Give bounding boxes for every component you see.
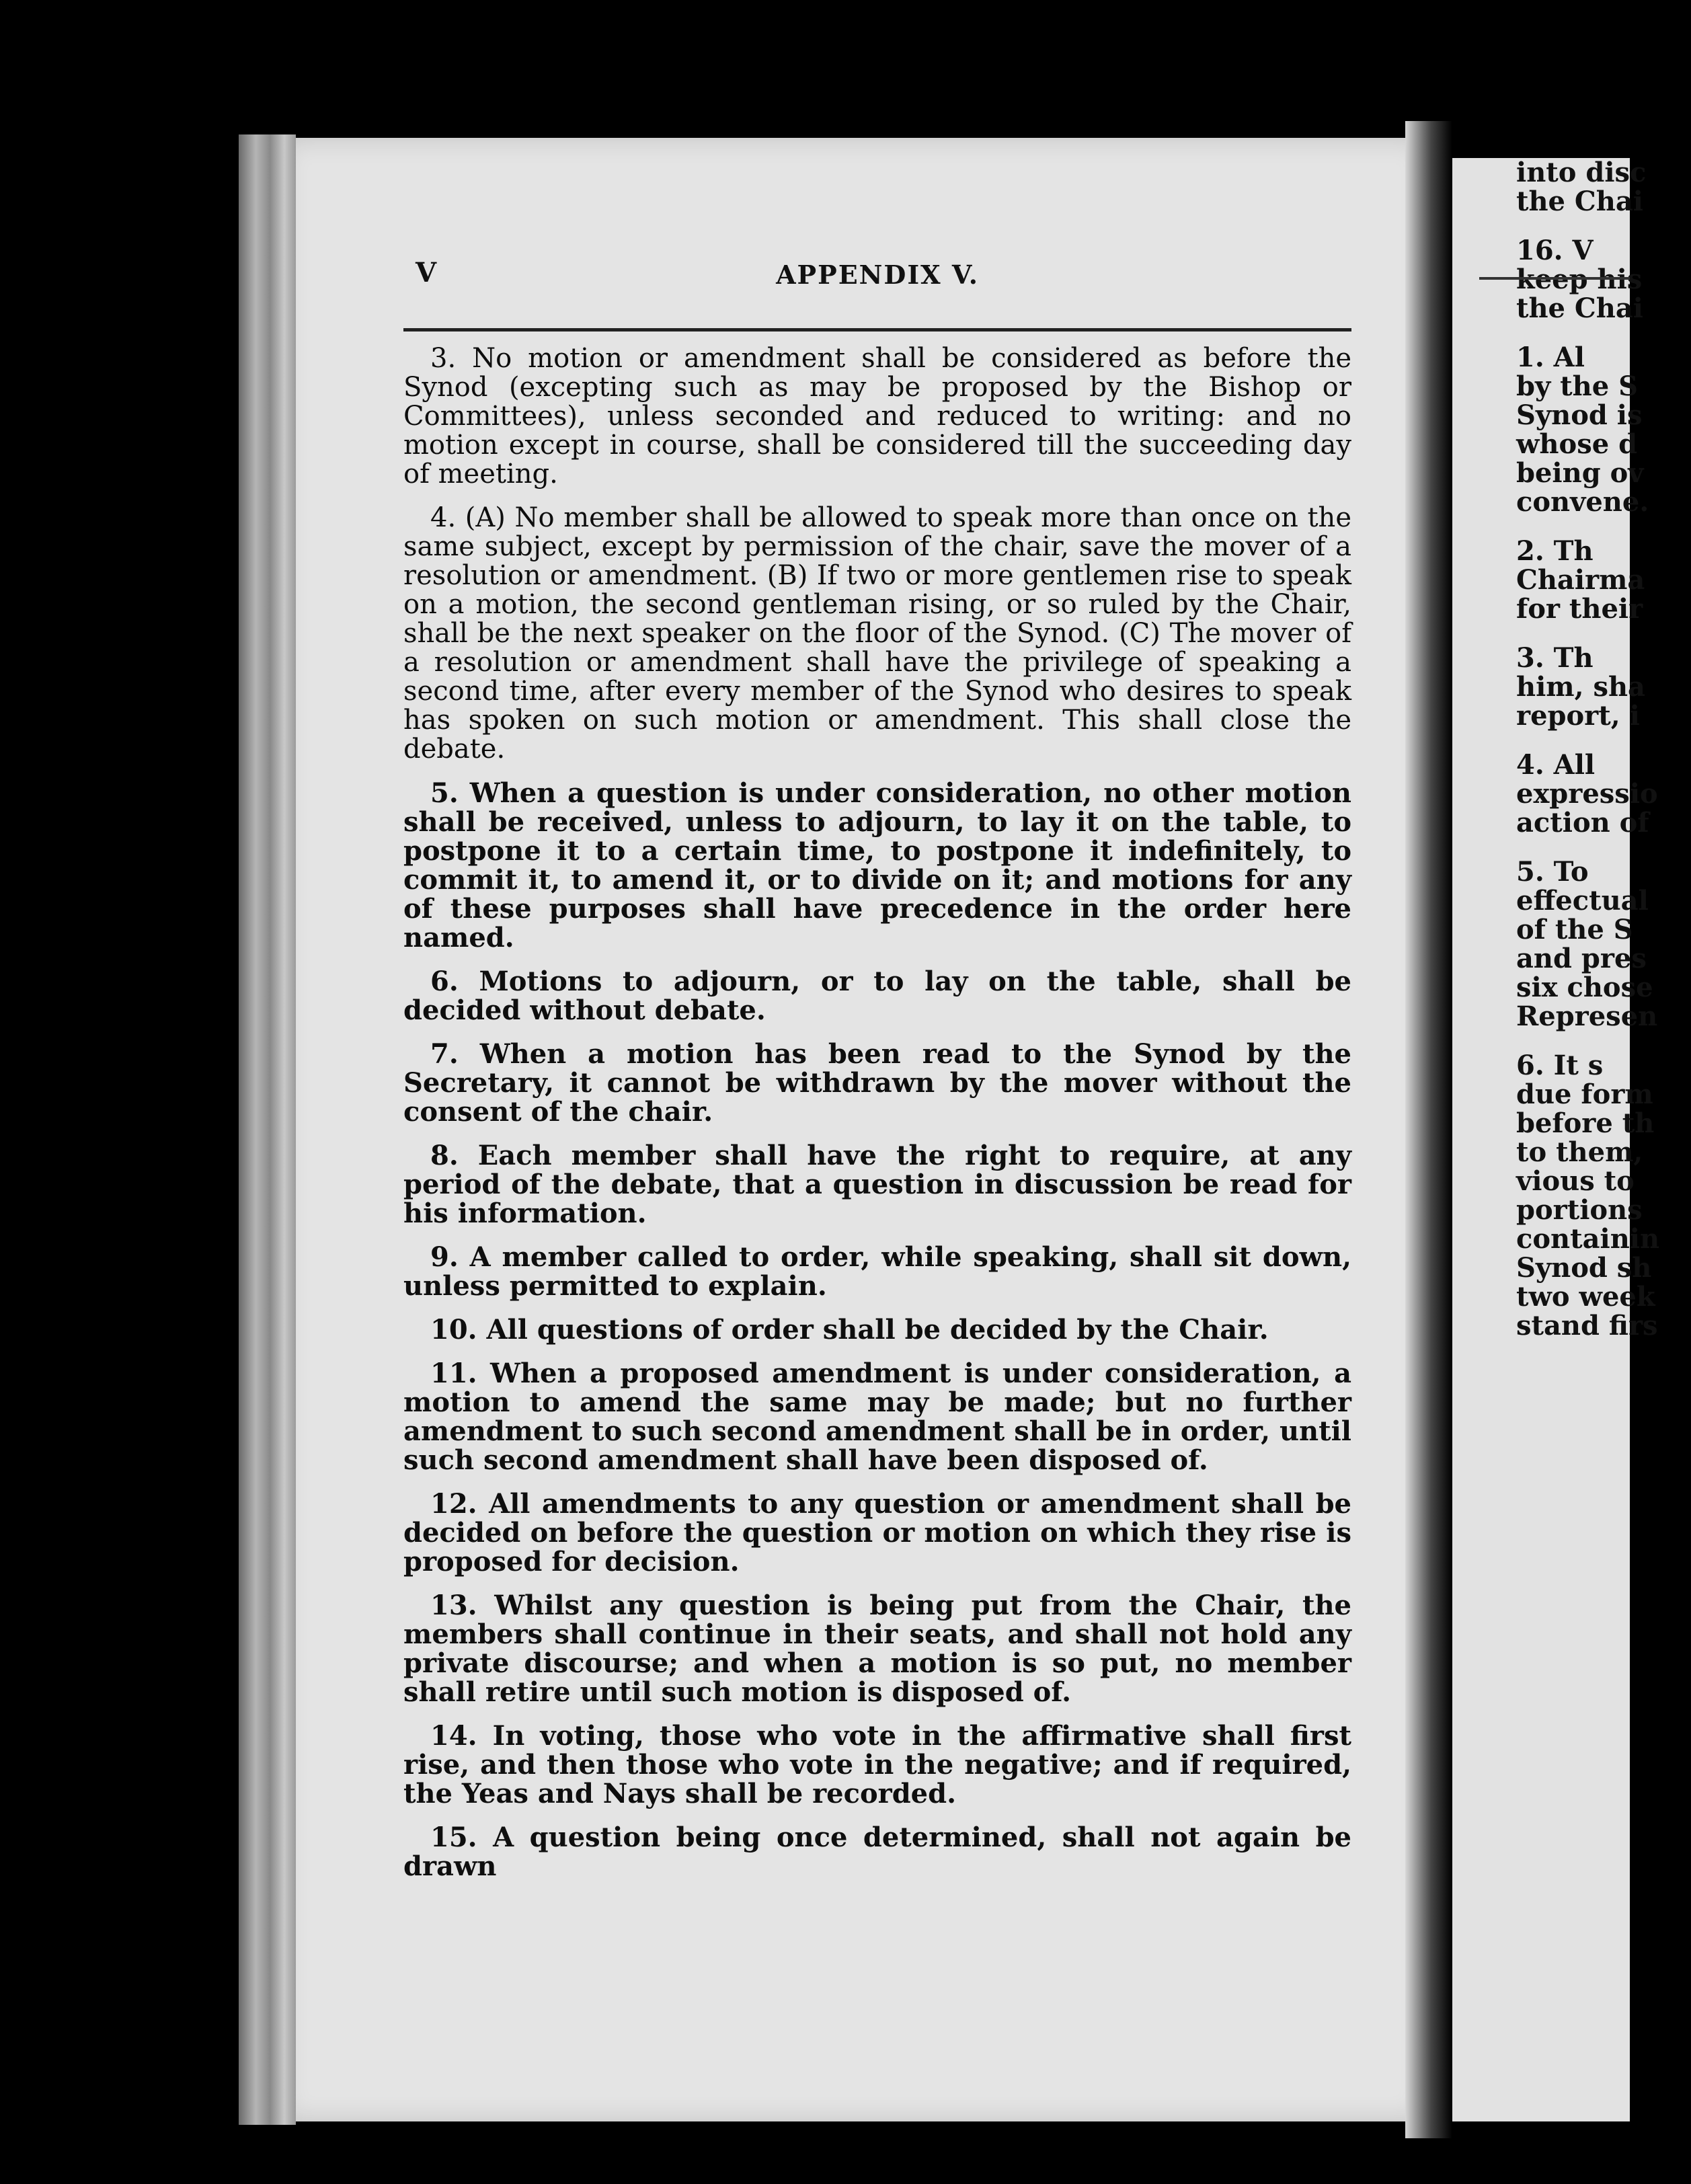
facing-page-line: 5. To xyxy=(1516,856,1589,888)
facing-page-line: portions xyxy=(1516,1194,1643,1226)
facing-page-line: the Chai xyxy=(1516,292,1643,324)
facing-page-line: 1. Al xyxy=(1516,342,1585,373)
facing-page-line: 4. All xyxy=(1516,749,1596,781)
facing-page-line: him, sha xyxy=(1516,671,1645,703)
facing-page-line: report, i xyxy=(1516,700,1640,732)
facing-page-line: Chairma xyxy=(1516,564,1645,596)
paragraph-rule-13: 13. Whilst any question is being put from the Chair, the members shall continue in their seats, and shall not hold any private discourse; and when a motion is so put, no member shall retire until such motion is disposed of. xyxy=(403,1590,1351,1708)
header-rule xyxy=(403,328,1351,332)
facing-page-line: being ov xyxy=(1516,457,1644,489)
facing-page-line: Synod sh xyxy=(1516,1252,1652,1284)
facing-page-line: due form xyxy=(1516,1079,1653,1110)
paragraph-rule-3: 3. No motion or amendment shall be considered as before the Synod (excepting such as may be proposed by the Bishop or Committees), unless seconded and reduced to writing: and no motion except in course, shall be considered till the succeeding day of meeting. xyxy=(403,343,1351,490)
facing-page-line: to them, xyxy=(1516,1136,1643,1168)
facing-page-line: action of xyxy=(1516,807,1649,838)
facing-page-line: six chose xyxy=(1516,972,1653,1003)
facing-page-line: convene. xyxy=(1516,486,1649,518)
facing-page-line: keep his xyxy=(1516,264,1643,295)
paragraph-rule-8: 8. Each member shall have the right to require, at any period of the debate, that a question in discussion be read for his information. xyxy=(403,1140,1351,1229)
facing-page-line: stand firs xyxy=(1516,1310,1658,1341)
facing-page-rule xyxy=(1479,277,1630,280)
paragraph-rule-4: 4. (A) No member shall be allowed to speak more than once on the same subject, except by permission of the chair, save the mover of a resolution or amendment. (B) If two or more gentlemen rise to speak on a motion, the second gentleman rising, or so ruled by the Chair, shall be the next speaker on the floor of the Synod. (C) The mover of a resolution or amendment shall have the privilege of speaking a second time, after every member of the Synod who desires to speak has spoken on such motion or amendment. This shall close the debate. xyxy=(403,502,1351,765)
book-gutter xyxy=(1405,121,1452,2138)
paragraph-rule-14: 14. In voting, those who vote in the affirmative shall first rise, and then those who vote in the negative; and if required, the Yeas and Nays shall be recorded. xyxy=(403,1720,1351,1809)
facing-page-line: 2. Th xyxy=(1516,535,1594,567)
facing-page-line: the Chai xyxy=(1516,186,1643,217)
paragraph-rule-7: 7. When a motion has been read to the Synod by the Secretary, it cannot be withdrawn by the mover without the consent of the chair. xyxy=(403,1038,1351,1128)
facing-page-line: vious to xyxy=(1516,1165,1635,1197)
paragraph-rule-11: 11. When a proposed amendment is under consideration, a motion to amend the same may be made; but no further amendment to such second amendment shall be in order, until such second amendment shall have been disposed of. xyxy=(403,1358,1351,1476)
paragraph-rule-5: 5. When a question is under consideration, no other motion shall be received, unless to adjourn, to lay it on the table, to postpone it to a certain time, to postpone it indefinitely, to commit it, to amend it, or to divide on it; and motions for any of these purposes shall have precedence in the order here named. xyxy=(403,777,1351,953)
facing-page-line: containin xyxy=(1516,1223,1660,1255)
facing-page-line: effectual xyxy=(1516,885,1649,916)
facing-page-line: Represen xyxy=(1516,1001,1658,1032)
paragraph-rule-15: 15. A question being once determined, shall not again be drawn xyxy=(403,1822,1351,1882)
facing-page-line: before th xyxy=(1516,1107,1655,1139)
page-header xyxy=(403,257,1351,297)
facing-page-line: whose d xyxy=(1516,428,1638,460)
paragraph-rule-10: 10. All questions of order shall be decided by the Chair. xyxy=(430,1314,1269,1346)
facing-page-line: into disc xyxy=(1516,157,1647,188)
facing-page-line: two week xyxy=(1516,1281,1655,1313)
facing-page-line: 16. V xyxy=(1516,235,1594,266)
paragraph-rule-12: 12. All amendments to any question or amendment shall be decided on before the question or motion on which they rise is proposed for decision. xyxy=(403,1488,1351,1577)
running-head-title: APPENDIX V. xyxy=(776,260,979,290)
facing-page-line: 6. It s xyxy=(1516,1050,1604,1081)
facing-page-line: for their xyxy=(1516,593,1643,625)
facing-page-line: expressio xyxy=(1516,778,1658,810)
facing-page-line: of the S xyxy=(1516,914,1633,945)
paragraph-rule-9: 9. A member called to order, while speaking, shall sit down, unless permitted to explain. xyxy=(403,1241,1351,1302)
running-head-mark: V xyxy=(416,257,437,288)
book-page-edge xyxy=(239,134,296,2125)
facing-page-line: and pres xyxy=(1516,943,1647,974)
facing-page-text xyxy=(1516,158,1691,1340)
right-page xyxy=(1452,157,1660,2121)
facing-page-line: by the S xyxy=(1516,370,1638,402)
facing-page-line: 3. Th xyxy=(1516,642,1594,674)
paragraph-rule-6: 6. Motions to adjourn, or to lay on the table, shall be decided without debate. xyxy=(403,966,1351,1026)
main-text xyxy=(403,344,1351,1896)
facing-page-line: Synod is xyxy=(1516,399,1643,431)
